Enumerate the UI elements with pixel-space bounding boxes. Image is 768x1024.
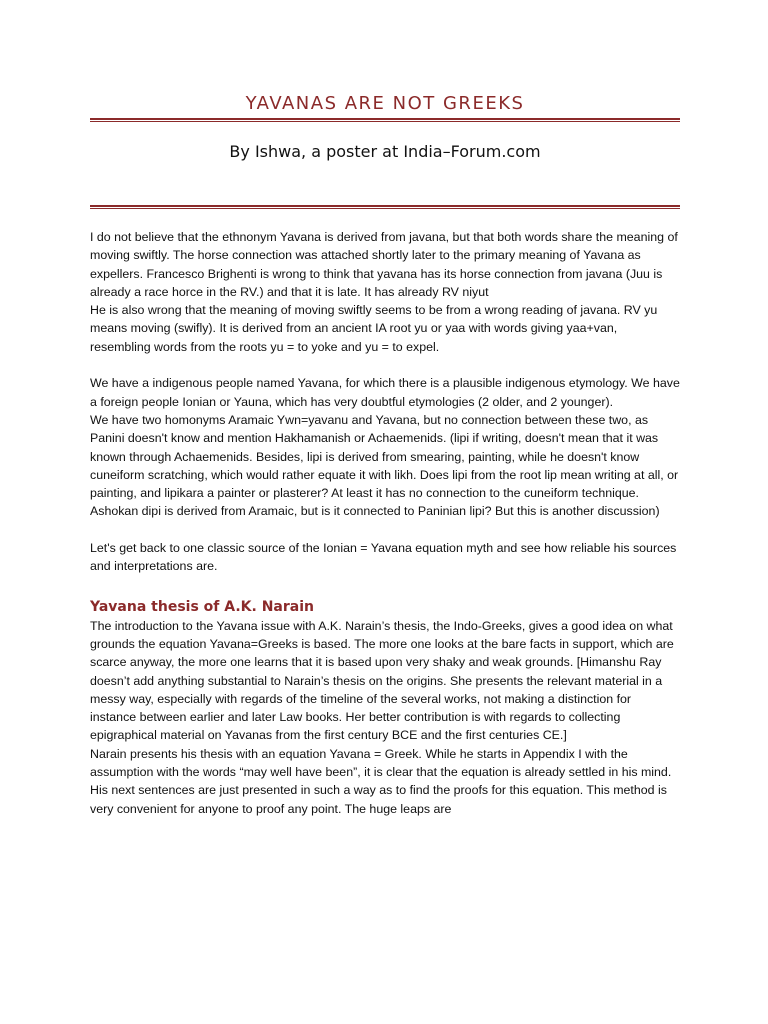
byline-divider xyxy=(90,205,680,209)
section-heading: Yavana thesis of A.K. Narain xyxy=(90,598,314,615)
body-paragraph: Let's get back to one classic source of the Ionian = Yavana equation myth and see how reliable his sources and interpretations are. xyxy=(90,541,677,574)
document-body xyxy=(90,228,680,818)
byline: By Ishwa, a poster at India–Forum.com xyxy=(229,142,541,161)
body-paragraph: He is also wrong that the meaning of moving swiftly seems to be from a wrong reading of javana. RV yu means moving (swifly). It is derived from an ancient IA root yu or yaa with words giving yaa+van, resembling words from the roots yu = to yoke and yu = to expel. xyxy=(90,303,658,354)
body-paragraph: We have two homonyms Aramaic Ywn=yavanu and Yavana, but no connection between these two, as Panini doesn't know and mention Hakhamanish or Achaemenids. (lipi if writing, doesn't mean that it was known through Achaemenids. Besides, lipi is derived from smearing, painting, while he doesn't know cuneiform scratching, which would rather equate it with likh. Does lipi from the root lip mean writing at all, or painting, and lipikara a painter or plasterer? At least it has no connection to the cuneiform technique. Ashokan dipi is derived from Aramaic, but is it connected to Paninian lipi? But this is another discussion) xyxy=(90,412,679,519)
body-paragraph: We have a indigenous people named Yavana, for which there is a plausible indigenous etymology. We have a foreign people Ionian or Yauna, which has very doubtful etymologies (2 older, and 2 younger). xyxy=(90,376,680,409)
title-divider xyxy=(90,118,680,122)
document-title: YAVANAS ARE NOT GREEKS xyxy=(245,93,525,114)
section-paragraph: The introduction to the Yavana issue with A.K. Narain’s thesis, the Indo-Greeks, gives a good idea on what grounds the equation Yavana=Greeks is based. The more one looks at the bare facts in support, which are scarce anyway, the more one learns that it is based upon very shaky and weak grounds. [Himanshu Ray doesn’t add anything substantial to Narain’s thesis on the origins. She presents the relevant material in a messy way, especially with regards of the timeline of the several works, not making a distinction for instance between earlier and later Law books. Her better contribution is with regards to collecting epigraphical material on Yavanas from the first century BCE and the first centuries CE.] xyxy=(90,618,674,743)
body-paragraph: I do not believe that the ethnonym Yavana is derived from javana, but that both words share the meaning of moving swiftly. The horse connection was attached shortly later to the primary meaning of Yavana as expellers. Francesco Brighenti is wrong to think that yavana has its horse connection from javana (Juu is already a race horce in the RV.) and that it is late. It has already RV niyut xyxy=(90,230,678,299)
section-paragraph: Narain presents his thesis with an equation Yavana = Greek. While he starts in Appendix I with the assumption with the words “may well have been”, it is clear that the equation is already settled in his mind. His next sentences are just presented in such a way as to find the proofs for this equation. This method is very convenient for anyone to proof any point. The huge leaps are xyxy=(90,746,672,816)
